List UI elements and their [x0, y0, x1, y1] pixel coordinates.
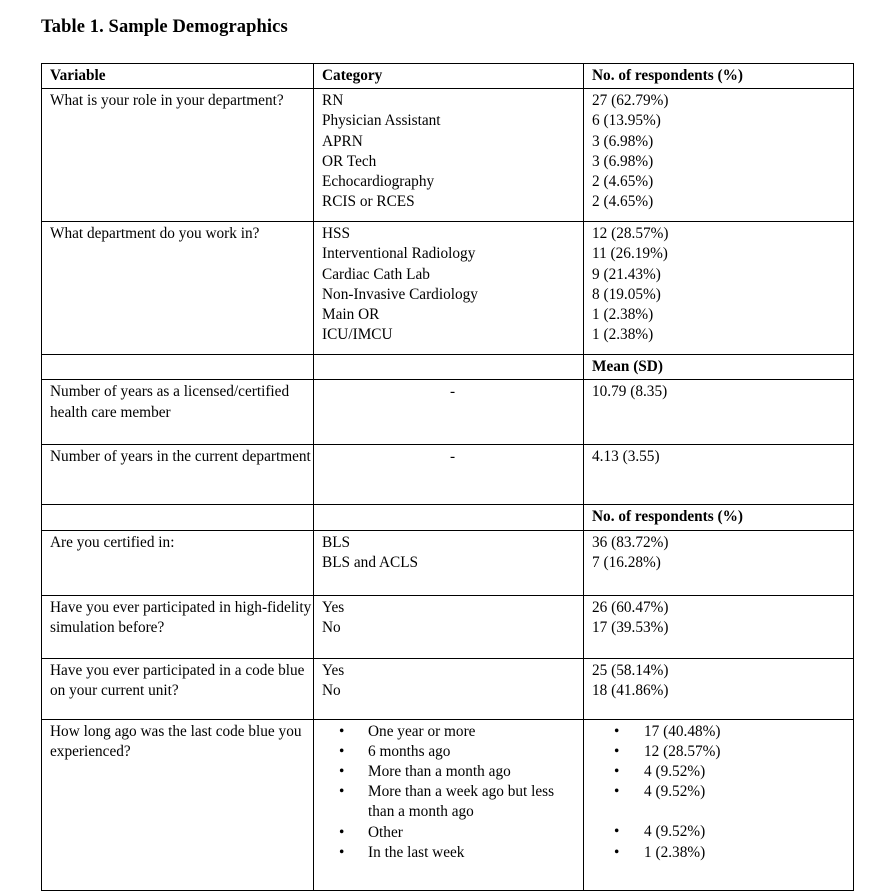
- category-cell: [314, 595, 584, 658]
- respondents-item: 1 (2.38%): [592, 305, 654, 323]
- category-item: Yes: [322, 661, 345, 679]
- bullet-icon: •: [339, 843, 345, 861]
- category-cell: [314, 719, 584, 890]
- category-item: HSS: [322, 225, 351, 243]
- variable-cell: [42, 222, 314, 355]
- respondents-item: 2 (4.65%): [592, 193, 654, 211]
- category-cell: [314, 658, 584, 719]
- category-item: 6 months ago: [368, 742, 451, 760]
- bullet-icon: •: [614, 722, 620, 740]
- respondents-item: 4 (9.52%): [644, 783, 706, 801]
- section-header-row-mean-sd: [42, 355, 854, 380]
- respondents-item: 1 (2.38%): [644, 843, 706, 861]
- page-title: Table 1. Sample Demographics: [41, 17, 288, 37]
- table-row: [42, 445, 854, 505]
- variable-cell: [42, 445, 314, 505]
- column-header-variable: Variable: [42, 64, 314, 89]
- respondents-item: 2 (4.65%): [592, 172, 654, 190]
- section-header-row-no-respondents: [42, 505, 854, 530]
- respondents-item: 17 (39.53%): [592, 618, 669, 636]
- category-bullet-list: [322, 722, 583, 863]
- respondents-item: 11 (26.19%): [592, 245, 668, 263]
- respondents-item: 12 (28.57%): [644, 742, 721, 760]
- category-item: Other: [368, 823, 403, 841]
- variable-text: Have you ever participated in a code blue on your current unit?: [50, 661, 305, 699]
- respondents-cell: [584, 222, 854, 355]
- bullet-icon: •: [614, 762, 620, 780]
- respondents-item: 12 (28.57%): [592, 225, 669, 243]
- list-item: [614, 742, 853, 762]
- list-item: [339, 782, 583, 822]
- respondents-item: 7 (16.28%): [592, 553, 661, 571]
- list-item: [339, 823, 583, 843]
- respondents-item: 26 (60.47%): [592, 598, 669, 616]
- respondents-cell: [584, 658, 854, 719]
- empty-cell: [42, 505, 314, 530]
- variable-text: Number of years as a licensed/certified health care member: [50, 383, 290, 421]
- table-header-row: [42, 64, 854, 89]
- respondents-item: 3 (6.98%): [592, 132, 654, 150]
- respondents-cell: [584, 719, 854, 890]
- variable-cell: [42, 658, 314, 719]
- bullet-icon: •: [614, 742, 620, 760]
- empty-cell: [314, 355, 584, 380]
- category-item: Main OR: [322, 305, 380, 323]
- category-item: Non-Invasive Cardiology: [322, 285, 478, 303]
- category-item: ICU/IMCU: [322, 326, 393, 344]
- category-item: Echocardiography: [322, 172, 435, 190]
- variable-cell: [42, 719, 314, 890]
- category-cell: [314, 530, 584, 595]
- bullet-icon: •: [614, 843, 620, 861]
- category-item: Cardiac Cath Lab: [322, 265, 430, 283]
- list-item: [614, 722, 853, 742]
- list-item: [339, 742, 583, 762]
- variable-text: Have you ever participated in high-fidelity simulation before?: [50, 598, 312, 636]
- category-item: One year or more: [368, 722, 476, 740]
- respondents-item: 4 (9.52%): [644, 762, 706, 780]
- variable-text: What department do you work in?: [50, 225, 260, 243]
- category-item: In the last week: [368, 843, 465, 861]
- category-item: BLS and ACLS: [322, 553, 419, 571]
- list-item: [614, 822, 853, 842]
- respondents-cell: [584, 89, 854, 222]
- variable-text: Are you certified in:: [50, 533, 175, 551]
- empty-cell: [314, 505, 584, 530]
- respondents-item: 17 (40.48%): [644, 722, 721, 740]
- respondents-item: 8 (19.05%): [592, 285, 661, 303]
- list-item: [339, 843, 583, 863]
- table-row: [42, 530, 854, 595]
- respondents-item: 27 (62.79%): [592, 92, 669, 110]
- category-item: RCIS or RCES: [322, 193, 415, 211]
- category-item: More than a week ago but less than a month ago: [368, 783, 555, 821]
- category-item: No: [322, 681, 341, 699]
- variable-text: Number of years in the current department: [50, 448, 311, 466]
- list-item: [339, 722, 583, 742]
- category-item: More than a month ago: [368, 762, 511, 780]
- list-item: [614, 762, 853, 782]
- section-header-no-respondents: No. of respondents (%): [584, 505, 854, 530]
- category-item: -: [449, 448, 456, 466]
- table-row: [42, 222, 854, 355]
- respondents-item: 9 (21.43%): [592, 265, 661, 283]
- respondents-item: 4 (9.52%): [644, 823, 706, 841]
- category-item: RN: [322, 92, 344, 110]
- respondents-cell: [584, 445, 854, 505]
- variable-cell: [42, 380, 314, 445]
- column-header-category: Category: [314, 64, 584, 89]
- category-cell: [314, 380, 584, 445]
- variable-text: What is your role in your department?: [50, 92, 284, 110]
- respondents-item: 10.79 (8.35): [592, 383, 668, 401]
- respondents-item: 25 (58.14%): [592, 661, 669, 679]
- respondents-item: 18 (41.86%): [592, 681, 669, 699]
- bullet-icon: •: [614, 783, 620, 801]
- category-item: -: [449, 383, 456, 401]
- category-item: APRN: [322, 132, 363, 150]
- bullet-icon: •: [339, 783, 345, 801]
- empty-cell: [42, 355, 314, 380]
- respondents-item: 3 (6.98%): [592, 152, 654, 170]
- category-cell: [314, 89, 584, 222]
- respondents-item: 6 (13.95%): [592, 112, 661, 130]
- category-item: BLS: [322, 533, 351, 551]
- bullet-icon: •: [339, 823, 345, 841]
- table-row: [42, 719, 854, 890]
- respondents-cell: [584, 595, 854, 658]
- variable-text: How long ago was the last code blue you experienced?: [50, 722, 302, 760]
- category-cell: [314, 222, 584, 355]
- list-item: [339, 762, 583, 782]
- list-item: [614, 782, 853, 802]
- list-item: [614, 843, 853, 863]
- table-row: [42, 595, 854, 658]
- variable-cell: [42, 595, 314, 658]
- column-header-respondents: No. of respondents (%): [584, 64, 854, 89]
- category-cell: [314, 445, 584, 505]
- variable-cell: [42, 89, 314, 222]
- variable-cell: [42, 530, 314, 595]
- bullet-icon: •: [339, 722, 345, 740]
- respondents-item: 4.13 (3.55): [592, 448, 660, 466]
- category-item: Physician Assistant: [322, 112, 441, 130]
- category-item: Interventional Radiology: [322, 245, 476, 263]
- respondents-cell: [584, 380, 854, 445]
- table-row: [42, 380, 854, 445]
- bullet-icon: •: [339, 762, 345, 780]
- bullet-icon: •: [339, 742, 345, 760]
- respondents-cell: [584, 530, 854, 595]
- respondents-item: 36 (83.72%): [592, 533, 669, 551]
- bullet-icon: •: [614, 823, 620, 841]
- demographics-table: [41, 63, 854, 891]
- section-header-mean-sd: Mean (SD): [584, 355, 854, 380]
- respondents-item: 1 (2.38%): [592, 326, 654, 344]
- table-row: [42, 658, 854, 719]
- category-item: No: [322, 618, 341, 636]
- category-item: OR Tech: [322, 152, 377, 170]
- category-item: Yes: [322, 598, 345, 616]
- respondents-bullet-list: [592, 722, 853, 863]
- table-row: [42, 89, 854, 222]
